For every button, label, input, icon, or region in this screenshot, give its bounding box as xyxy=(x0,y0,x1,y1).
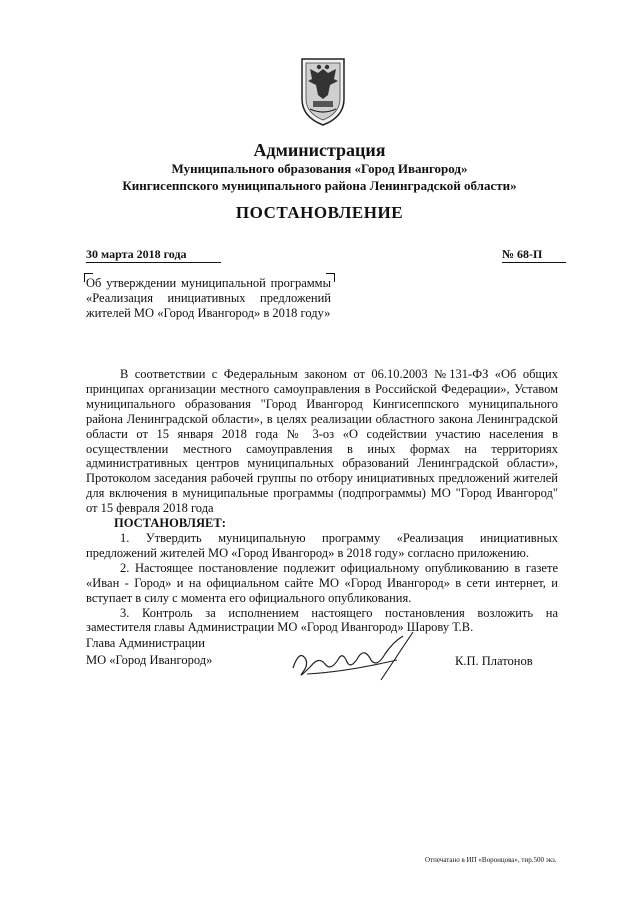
document-body xyxy=(86,367,558,635)
header-title: Администрация xyxy=(253,140,386,160)
header-subtitle-line2: Кингисеппского муниципального района Ленинградской области» xyxy=(122,178,517,193)
preamble-paragraph: В соответствии с Федеральным законом от 06.10.2003 №131-ФЗ «Об общих принципах организации местного самоуправления в Российской Федерации», Уставом муниципального образования "Город Ивангород Кингисеппского муниципального района Ленинградской области», в целях реализации областного закона Ленинградской области от 15 января 2018 года № 3-оз «О содействии участию населения в осуществлении местного самоуправления в иных формах на территориях административных центров муниципальных образований Ленинградской области», Протоколом заседания рабочей группы по отбору инициативных предложений жителей для включения в муниципальные программы (подпрограммы) МО "Город Ивангород" от 15 февраля 2018 года xyxy=(86,367,558,516)
document-subject: Об утверждении муниципальной программы «Реализация инициативных предложений жителей МО «Город Ивангород» в 2018 году» xyxy=(86,276,331,320)
signatory-name: К.П. Платонов xyxy=(455,654,533,668)
document-type: ПОСТАНОВЛЕНИЕ xyxy=(235,203,404,222)
handwritten-signature xyxy=(285,628,425,688)
header-subtitle xyxy=(0,160,639,194)
document-number: № 68-П xyxy=(502,247,566,263)
decree-item-3: 3. Контроль за исполнением настоящего постановления возложить на заместителя главы Администрации МО «Город Ивангород» Шарову Т.В. xyxy=(86,605,558,635)
print-footer: Отпечатано в ИП «Воронцова», тир.500 экз. xyxy=(425,856,557,864)
document-date: 30 марта 2018 года xyxy=(86,247,221,263)
decree-item-2: 2. Настоящее постановление подлежит официальному опубликованию в газете «Иван - Город» и на официальном сайте МО «Город Ивангород» в сети интернет, и вступает в силу с момента его официального опубликования. xyxy=(86,560,558,605)
signatory-position-line2: МО «Город Ивангород» xyxy=(86,653,213,667)
decree-heading: ПОСТАНОВЛЯЕТ: xyxy=(114,516,226,531)
coat-of-arms-emblem xyxy=(298,55,348,127)
decree-item-1: 1. Утвердить муниципальную программу «Реализация инициативных предложений жителей МО «Город Ивангород» в 2018 году» согласно приложению. xyxy=(86,530,558,560)
signatory-position xyxy=(86,635,212,669)
header-subtitle-line1: Муниципального образования «Город Ивангород» xyxy=(171,161,468,176)
signatory-position-line1: Глава Администрации xyxy=(86,636,205,650)
